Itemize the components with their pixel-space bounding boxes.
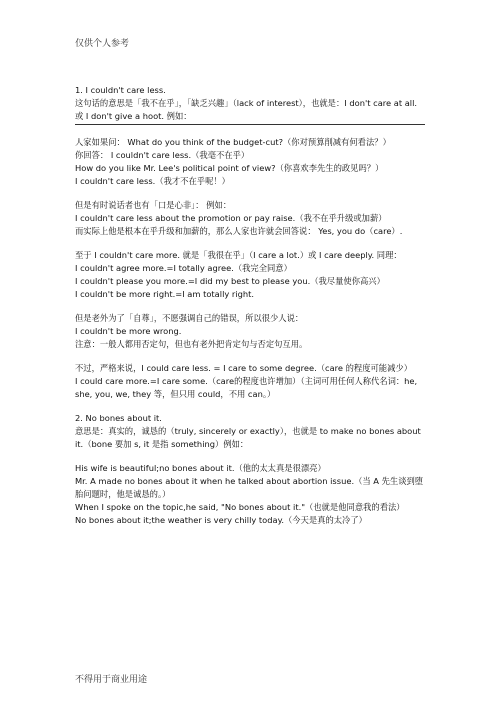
text-line: I couldn't be more right.=I am totally right. bbox=[75, 289, 255, 299]
text-line: When I spoke on the topic,he said, "No bones about it."（也就是他同意我的看法） bbox=[75, 502, 405, 512]
text-line: 而实际上他是根本在乎升级和加薪的，那么人家也许就会回答说： Yes, you do（care）. bbox=[75, 226, 403, 236]
paragraph-gap bbox=[75, 301, 425, 312]
text-line: I couldn't care less.（我才不在乎呢！） bbox=[75, 176, 230, 186]
text-line: 人家如果问： What do you think of the budget-cut?（你对预算削减有何看法？） bbox=[75, 137, 391, 147]
text-line: I couldn't care less about the promotion or pay raise.（我不在乎升级或加薪） bbox=[75, 213, 387, 223]
paragraph-gap bbox=[75, 401, 425, 412]
document-body bbox=[75, 84, 425, 527]
text-line: His wife is beautiful;no bones about it.（他的太太真是很漂亮） bbox=[75, 463, 326, 473]
paragraph-gap bbox=[75, 451, 425, 462]
paragraph-gap bbox=[75, 125, 425, 136]
text-line: 1. I couldn't care less. bbox=[75, 85, 166, 95]
text-line: Mr. A made no bones about it when he talked about abortion issue.（当 A 先生谈到堕胎问题时，他是诚恳的。） bbox=[75, 476, 424, 499]
text-line: 但是老外为了「自尊」，不愿强调自己的错误，所以很少人说： bbox=[75, 313, 304, 323]
text-line: How do you like Mr. Lee's political point of view?（你喜欢李先生的政见吗？） bbox=[75, 163, 384, 173]
page-footer: 不得用于商业用途 bbox=[75, 675, 148, 685]
page-header: 仅供个人参考 bbox=[75, 39, 130, 49]
paragraph-gap bbox=[75, 188, 425, 199]
text-line: I couldn't agree more.=I totally agree.（我完全同意） bbox=[75, 263, 292, 273]
text-line: 不过，严格来说，I could care less. = I care to some degree.（care 的程度可能减少） bbox=[75, 363, 412, 373]
text-line: 至于 I couldn't care more. 就是「我很在乎」（I care a lot.）或 I care deeply. 同理： bbox=[75, 250, 402, 260]
paragraph-gap bbox=[75, 238, 425, 249]
text-line: 你回答： I couldn't care less.（我毫不在乎） bbox=[75, 150, 250, 160]
text-line: I couldn't please you more.=I did my best to please you.（我尽量使你高兴） bbox=[75, 276, 385, 286]
paragraph-gap bbox=[75, 351, 425, 362]
text-line: I could care more.=I care some.（care的程度也许增加）（主词可用任何人称代名词：he, she, you, we, they 等，但只用 could，不用 can。） bbox=[75, 376, 418, 399]
text-line: No bones about it;the weather is very chilly today.（今天是真的太冷了） bbox=[75, 515, 367, 525]
text-line: 但是有时说话者也有「口是心非」： 例如： bbox=[75, 200, 232, 210]
text-line: 意思是：真实的，诚恳的（truly, sincerely or exactly），也就是 to make no bones about it.（bone 要加 s, it 是指 something）例如： bbox=[75, 426, 421, 449]
text-line: I couldn't be more wrong. bbox=[75, 326, 182, 336]
text-line: 注意：一般人都用否定句，但也有老外把肯定句与否定句互用。 bbox=[75, 339, 308, 349]
text-line: 这句话的意思是「我不在乎」，「缺乏兴趣」（lack of interest），也就是：I don't care at all. 或 I don't give a hoot. 例如： bbox=[75, 98, 418, 121]
text-line: 2. No bones about it. bbox=[75, 413, 162, 423]
